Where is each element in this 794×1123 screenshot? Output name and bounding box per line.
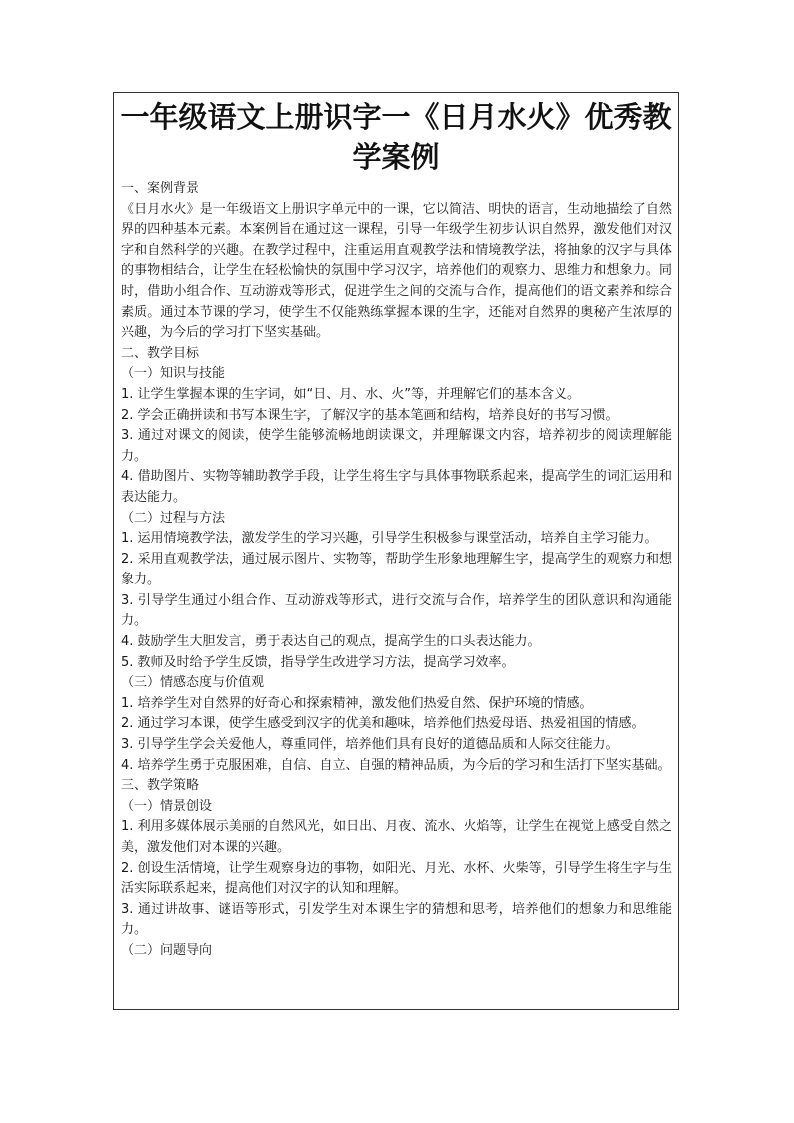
section-heading: 一、案例背景 xyxy=(121,181,200,196)
document-body xyxy=(114,177,678,962)
list-item: 5. 教师及时给予学生反馈，指导学生改进学习方法，提高学习效率。 xyxy=(121,654,515,670)
list-item: 1. 运用情境教学法，激发学生的学习兴趣，引导学生积极参与课堂活动，培养自主学习能力。 xyxy=(121,531,658,547)
list-item: 2. 创设生活情境，让学生观察身边的事物，如阳光、月光、水杯、火柴等，引导学生将生字与生活实际联系起来，提高他们对汉字的认知和理解。 xyxy=(121,860,672,897)
list-item: 1. 让学生掌握本课的生字词，如“日、月、水、火”等，并理解它们的基本含义。 xyxy=(121,386,581,402)
list-item: 2. 通过学习本课，使学生感受到汉字的优美和趣味，培养他们热爱母语、热爱祖国的情感。 xyxy=(121,716,645,732)
paragraph: 《日月水火》是一年级语文上册识字单元中的一课，它以简洁、明快的语言，生动地描绘了自然界的四种基本元素。本案例旨在通过这一课程，引导一年级学生初步认识自然界，激发他们对汉字和自然科学的兴趣。在教学过程中，注重运用直观教学法和情境教学法，将抽象的汉字与具体的事物相结合，让学生在轻松愉快的氛围中学习汉字，培养他们的观察力、思维力和想象力。同时，借助小组合作、互动游戏等形式，促进学生之间的交流与合作，提高他们的语文素养和综合素质。通过本节课的学习，使学生不仅能熟练掌握本课的生字，还能对自然界的奥秘产生浓厚的兴趣，为今后的学习打下坚实基础。 xyxy=(121,201,672,341)
subsection-heading: （三）情感态度与价值观 xyxy=(121,675,265,691)
list-item: 2. 学会正确拼读和书写本课生字，了解汉字的基本笔画和结构，培养良好的书写习惯。 xyxy=(121,407,619,423)
subsection-heading: （一）情景创设 xyxy=(121,798,213,814)
subsection-heading: （二）问题导向 xyxy=(121,942,213,958)
subsection-heading: （二）过程与方法 xyxy=(121,510,226,526)
subsection-heading: （一）知识与技能 xyxy=(121,366,226,382)
section-heading: 二、教学目标 xyxy=(121,345,200,361)
section-heading: 三、教学策略 xyxy=(121,778,200,794)
list-item: 4. 借助图片、实物等辅助教学手段，让学生将生字与具体事物联系起来，提高学生的词汇运用和表达能力。 xyxy=(121,469,672,505)
list-item: 3. 引导学生学会关爱他人，尊重同伴，培养他们具有良好的道德品质和人际交往能力。 xyxy=(121,737,619,753)
list-item: 4. 鼓励学生大胆发言，勇于表达自己的观点，提高学生的口头表达能力。 xyxy=(121,634,541,650)
list-item: 1. 利用多媒体展示美丽的自然风光，如日出、月夜、流水、火焰等，让学生在视觉上感受自然之美，激发他们对本课的兴趣。 xyxy=(121,819,672,855)
document-frame xyxy=(113,92,679,1010)
list-item: 3. 通过对课文的阅读，使学生能够流畅地朗读课文，并理解课文内容，培养初步的阅读理解能力。 xyxy=(121,428,672,464)
list-item: 3. 通过讲故事、谜语等形式，引发学生对本课生字的猜想和思考，培养他们的想象力和思维能力。 xyxy=(121,901,672,938)
document-title: 一年级语文上册识字一《日月水火》优秀教学案例 xyxy=(120,100,672,174)
list-item: 1. 培养学生对自然界的好奇心和探索精神，激发他们热爱自然、保护环境的情感。 xyxy=(121,695,593,711)
list-item: 4. 培养学生勇于克服困难，自信、自立、自强的精神品质，为今后的学习和生活打下坚实基础。 xyxy=(121,757,671,773)
list-item: 3. 引导学生通过小组合作、互动游戏等形式，进行交流与合作，培养学生的团队意识和沟通能力。 xyxy=(121,592,672,629)
list-item: 2. 采用直观教学法，通过展示图片、实物等，帮助学生形象地理解生字，提高学生的观察力和想象力。 xyxy=(121,551,672,588)
